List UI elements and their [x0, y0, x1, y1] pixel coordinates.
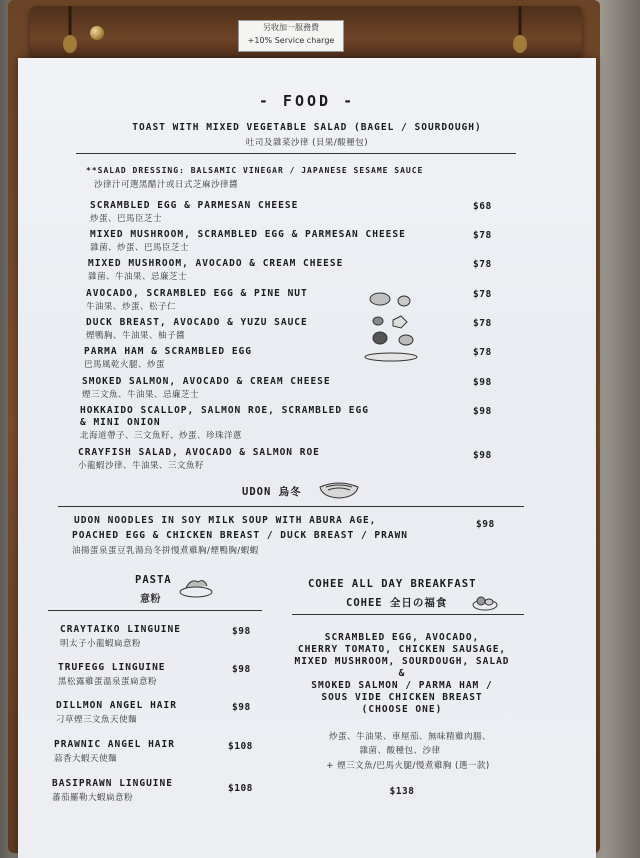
pasta-item-zh: 蕃茄羅勒大蝦扁意粉: [52, 793, 134, 803]
menu-item-zh: 炒蛋、巴馬臣芝士: [90, 214, 163, 224]
breakfast-line: SMOKED SALMON / PARMA HAM /: [311, 680, 493, 691]
screw-icon: [90, 26, 104, 40]
breakfast-price: $138: [389, 786, 415, 797]
pasta-item-name: DILLMON ANGEL HAIR: [56, 700, 177, 711]
clip-hook-icon: [510, 6, 530, 64]
clip-hook-icon: [60, 6, 80, 64]
menu-item-price: $98: [473, 377, 492, 388]
pasta-item-zh: 明太子小龍蝦扁意粉: [60, 639, 142, 649]
breakfast-line: CHERRY TOMATO, CHICKEN SAUSAGE,: [297, 644, 507, 655]
menu-item-price: $78: [473, 318, 492, 329]
breakfast-line: MIXED MUSHROOM, SOURDOUGH, SALAD: [294, 656, 510, 667]
pasta-heading-zh: 意粉: [140, 594, 161, 605]
pasta-item-name: PRAWNIC ANGEL HAIR: [54, 739, 175, 750]
pasta-item-price: $98: [232, 626, 251, 637]
breakfast-zh: 雜菌、酸種包、沙律: [359, 746, 441, 756]
pasta-item-zh: 蒜香大蝦天使麵: [54, 754, 118, 764]
menu-item-price: $98: [473, 406, 492, 417]
breakfast-heading: COHEE ALL DAY BREAKFAST: [308, 578, 477, 590]
udon-desc-line2: POACHED EGG & CHICKEN BREAST / DUCK BREAST / PRAWN: [72, 530, 408, 541]
menu-item-name: MIXED MUSHROOM, AVOCADO & CREAM CHEESE: [88, 258, 344, 269]
pasta-item-zh: 刁草煙三文魚天使麵: [56, 715, 138, 725]
divider: [76, 153, 516, 154]
toast-heading-zh: 吐司及雜菜沙律 (貝果/酸種包): [245, 138, 369, 148]
divider: [292, 614, 524, 615]
menu-item-zh: 煙三文魚、牛油果、忌廉芝士: [82, 390, 200, 400]
pasta-item-name: CRAYTAIKO LINGUINE: [60, 624, 181, 635]
salad-dressing-note-zh: 沙律汁可選黑醋汁或日式芝麻沙律醬: [94, 180, 239, 190]
breakfast-line: &: [398, 668, 406, 679]
menu-item-zh: 北海道帶子、三文魚籽、炒蛋、珍珠洋蔥: [80, 431, 243, 441]
menu-item-zh: 小龍蝦沙律、牛油果、三文魚籽: [78, 461, 205, 471]
divider: [58, 506, 524, 507]
breakfast-line: (CHOOSE ONE): [361, 704, 443, 715]
menu-item-zh: 雜菌、炒蛋、巴馬臣芝士: [90, 243, 190, 253]
udon-bowl-icon: [318, 481, 360, 499]
udon-heading: UDON 烏冬: [242, 486, 302, 498]
breakfast-zh: + 煙三文魚/巴馬火腿/慢煮雞胸 (選一款): [326, 761, 490, 771]
menu-item-name: PARMA HAM & SCRAMBLED EGG: [84, 346, 252, 357]
pasta-item-name: BASIPRAWN LINGUINE: [52, 778, 173, 789]
menu-item-name: MIXED MUSHROOM, SCRAMBLED EGG & PARMESAN CHEESE: [90, 229, 406, 240]
menu-item-name: HOKKAIDO SCALLOP, SALMON ROE, SCRAMBLED EGG: [80, 405, 369, 416]
udon-price: $98: [476, 519, 495, 530]
menu-item-price: $98: [473, 450, 492, 461]
udon-desc-line1: UDON NOODLES IN SOY MILK SOUP WITH ABURA AGE,: [74, 515, 377, 526]
pasta-plate-icon: [178, 576, 214, 600]
breakfast-line: SOUS VIDE CHICKEN BREAST: [321, 692, 483, 703]
menu-page: [18, 58, 596, 858]
service-charge-zh: 另收加一服務費: [263, 23, 319, 32]
menu-item-price: $68: [473, 201, 492, 212]
pasta-item-price: $108: [228, 783, 253, 794]
breakfast-line: SCRAMBLED EGG, AVOCADO,: [324, 632, 480, 643]
menu-item-zh: 巴馬風乾火腿、炒蛋: [84, 360, 166, 370]
menu-item-name: AVOCADO, SCRAMBLED EGG & PINE NUT: [86, 288, 308, 299]
service-charge-note: [238, 20, 344, 52]
toast-heading: TOAST WITH MIXED VEGETABLE SALAD (BAGEL / SOURDOUGH): [132, 122, 482, 133]
breakfast-zh: 炒蛋、牛油果、車厘茄、無味精雞肉腸、: [328, 732, 491, 742]
menu-item-zh: 雜菌、牛油果、忌廉芝士: [88, 272, 188, 282]
menu-item-name: SMOKED SALMON, AVOCADO & CREAM CHEESE: [82, 376, 331, 387]
menu-title: - FOOD -: [258, 92, 356, 110]
menu-item-name: DUCK BREAST, AVOCADO & YUZU SAUCE: [86, 317, 308, 328]
menu-item-price: $78: [473, 347, 492, 358]
toast-illustration-icon: [358, 286, 428, 368]
pasta-item-zh: 黑松露雞蛋溫泉蛋扁意粉: [58, 677, 158, 687]
menu-item-name-cont: & MINI ONION: [80, 417, 161, 428]
udon-desc-zh: 油揚蛋泉蛋豆乳湯烏冬拼慢煮雞胸/煙鴨胸/蝦蝦: [72, 546, 259, 556]
pasta-item-price: $108: [228, 741, 253, 752]
menu-item-name: SCRAMBLED EGG & PARMESAN CHEESE: [90, 200, 299, 211]
service-charge-en: +10% Service charge: [247, 36, 335, 45]
menu-item-name: CRAYFISH SALAD, AVOCADO & SALMON ROE: [78, 447, 320, 458]
menu-item-price: $78: [473, 289, 492, 300]
pasta-item-price: $98: [232, 664, 251, 675]
menu-item-price: $78: [473, 259, 492, 270]
salad-dressing-note: **SALAD DRESSING: BALSAMIC VINEGAR / JAPANESE SESAME SAUCE: [86, 166, 424, 175]
menu-item-price: $78: [473, 230, 492, 241]
breakfast-heading-zh: COHEE 全日の福食: [346, 597, 448, 609]
pasta-item-name: TRUFEGG LINGUINE: [58, 662, 166, 673]
divider: [48, 610, 262, 611]
menu-item-zh: 煙鴨胸、牛油果、柚子醬: [86, 331, 186, 341]
pasta-item-price: $98: [232, 702, 251, 713]
breakfast-plate-icon: [472, 593, 498, 611]
pasta-heading: PASTA: [135, 574, 172, 586]
menu-item-zh: 牛油果、炒蛋、松子仁: [86, 302, 177, 312]
